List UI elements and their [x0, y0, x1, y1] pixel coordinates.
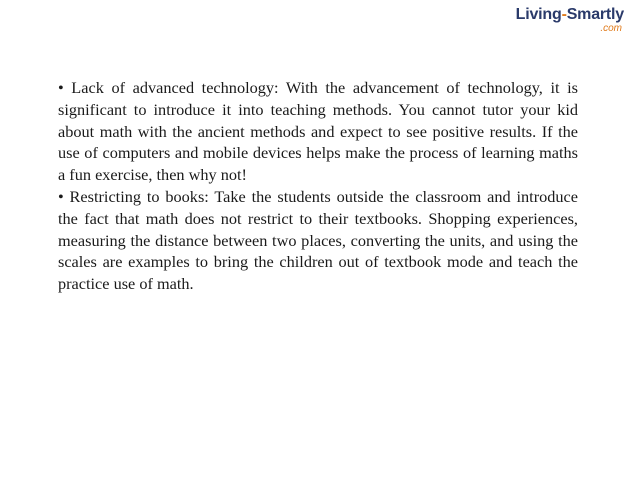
- logo-separator: -: [561, 6, 567, 23]
- slide-body: [58, 77, 578, 295]
- logo-wordmark: [516, 6, 624, 24]
- logo-name-part2: Smartly: [566, 6, 624, 23]
- bullet-paragraph-books: • Restricting to books: Take the students outside the classroom and introduce the fact that math does not restrict to their textbooks. Shopping experiences, measuring the distance between two places, converting the units, and using the scales are examples to bring the children out of textbook mode and teach the practice use of math.: [58, 186, 578, 294]
- living-smartly-logo: [515, 6, 624, 42]
- logo-name-part1: Living: [515, 6, 562, 23]
- bullet-paragraph-technology: • Lack of advanced technology: With the advancement of technology, it is significant to introduce it into teaching methods. You cannot tutor your kid about math with the ancient methods and expect to see positive results. If the use of computers and mobile devices helps make the process of learning maths a fun exercise, then why not!: [58, 78, 578, 185]
- logo-domain: .com: [600, 23, 622, 34]
